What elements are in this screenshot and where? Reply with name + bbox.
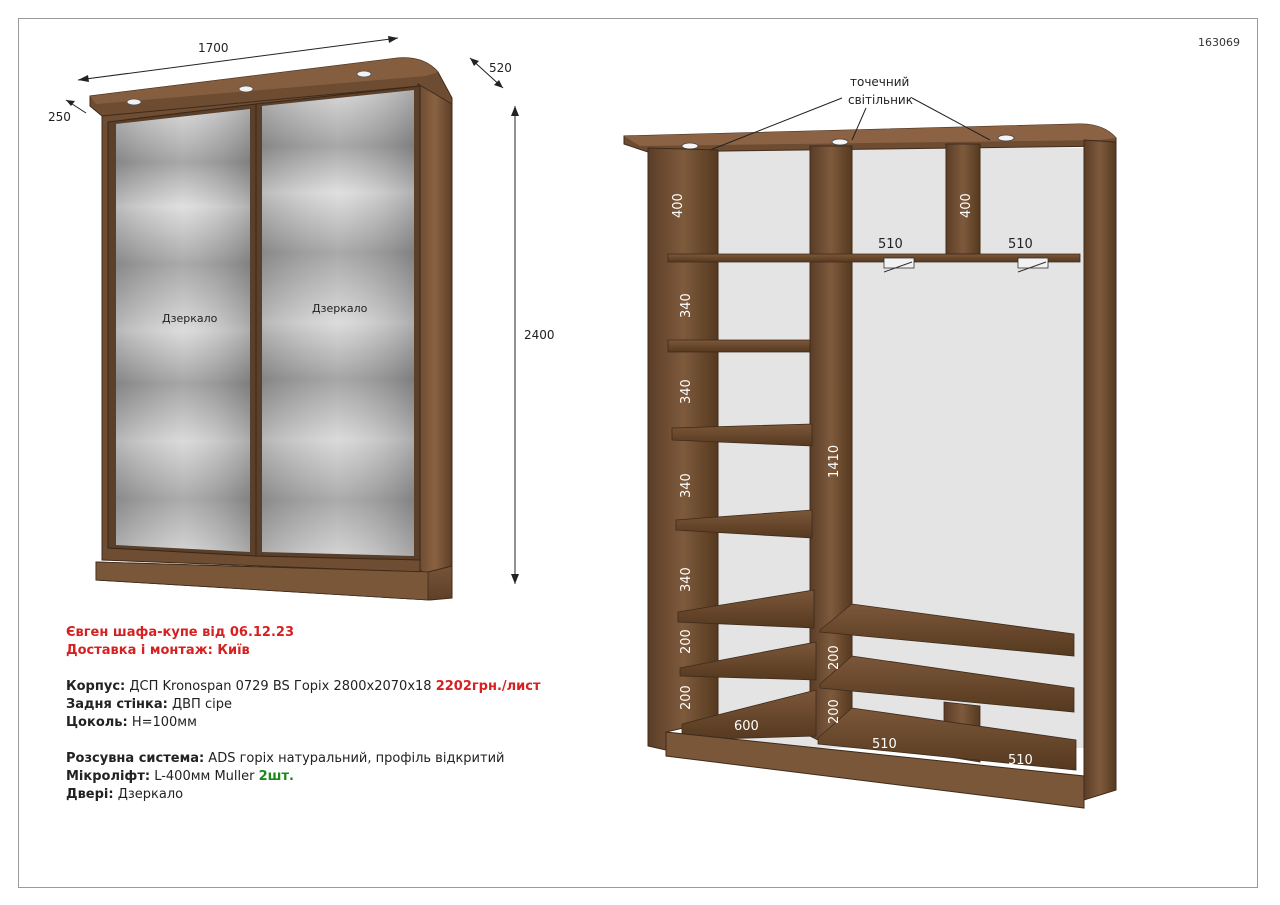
spotlight-label-line2: світільник	[848, 93, 913, 107]
spec-back: Задня стінка: ДВП сіре	[66, 697, 232, 712]
spec-slide-system: Розсувна система: ADS горіх натуральний, профіль відкритий	[66, 751, 505, 766]
dim-right-top: 400	[959, 193, 974, 218]
spec-doors: Двері: Дзеркало	[66, 787, 184, 802]
dim-top-mid-width: 510	[878, 237, 903, 252]
left-shelf	[668, 340, 810, 352]
dim-left-shelf-2: 340	[679, 379, 694, 404]
dim-height-label: 2400	[524, 328, 555, 342]
dim-left-low-1: 200	[679, 629, 694, 654]
dim-side-label: 250	[48, 110, 71, 124]
dim-left-shelf-1: 340	[679, 293, 694, 318]
door-left-label: Дзеркало	[162, 312, 218, 325]
dim-hanging-height: 1410	[827, 444, 842, 478]
order-title: Євген шафа-купе від 06.12.23	[66, 625, 295, 640]
spec-plinth: Цоколь: Н=100мм	[66, 715, 197, 730]
left-side-wall	[648, 148, 718, 750]
spotlight-icon	[682, 143, 698, 149]
dim-right-low-2: 200	[827, 699, 842, 724]
door-right-label: Дзеркало	[312, 302, 368, 315]
spotlight-icon	[832, 139, 848, 145]
spec-microlift: Мікроліфт: L-400мм Muller 2шт.	[66, 769, 294, 784]
spotlight-icon	[998, 135, 1014, 141]
dim-top-right-width: 510	[1008, 237, 1033, 252]
dim-depth-label: 520	[489, 61, 512, 75]
dim-left-top: 400	[671, 193, 686, 218]
dim-right-low-1: 200	[827, 645, 842, 670]
dim-bottom-right-width: 510	[1008, 753, 1033, 768]
spec-body: Корпус: ДСП Kronospan 0729 BS Горіх 2800х2070х18 2202грн./лист	[66, 679, 541, 694]
dim-left-shelf-4: 340	[679, 567, 694, 592]
drawing-number: 163069	[1198, 36, 1240, 49]
dim-bottom-mid-width: 510	[872, 737, 897, 752]
order-specification	[66, 624, 586, 804]
spotlight-label-line1: точечний	[850, 75, 910, 89]
dim-left-low-2: 200	[679, 685, 694, 710]
order-delivery: Доставка і монтаж: Київ	[66, 643, 250, 658]
dim-left-shelf-3: 340	[679, 473, 694, 498]
dim-width-label: 1700	[198, 41, 229, 55]
dim-bottom-left-width: 600	[734, 719, 759, 734]
right-side-wall	[1084, 140, 1116, 800]
